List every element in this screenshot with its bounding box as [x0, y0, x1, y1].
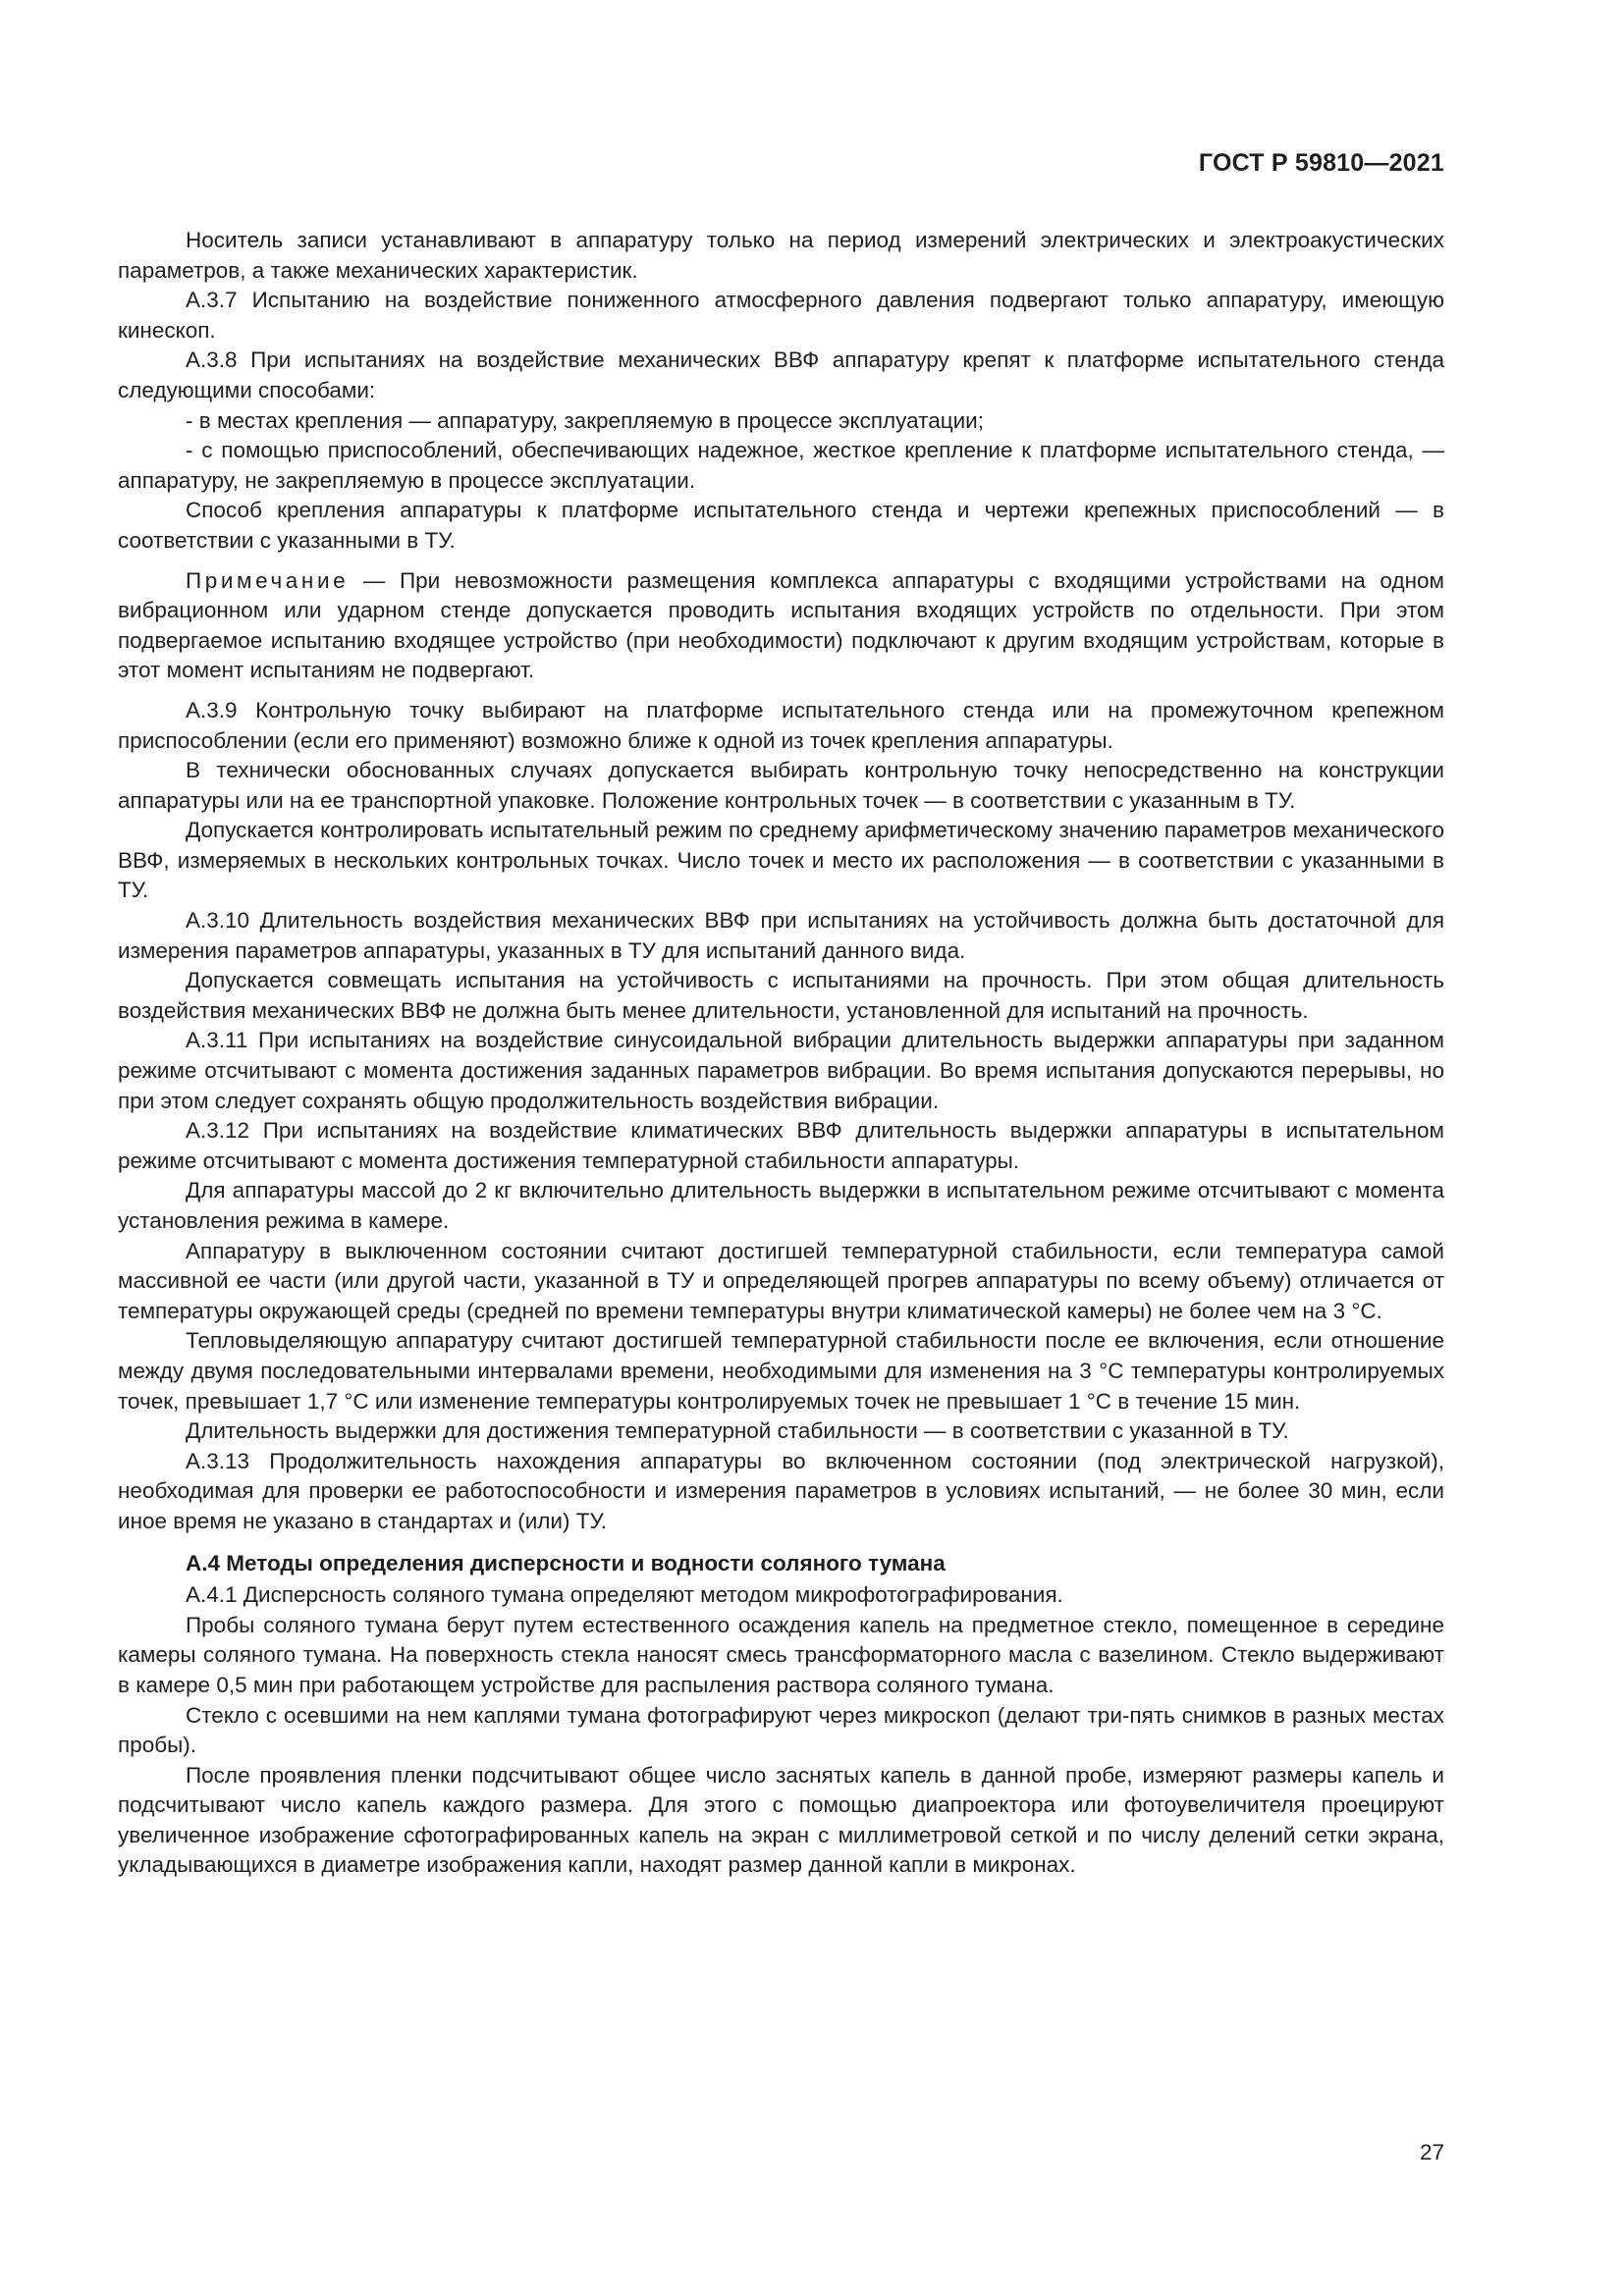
note-label: Примечание	[186, 567, 350, 593]
paragraph: Для аппаратуры массой до 2 кг включительно длительность выдержки в испытательном режиме отсчитывают с момента установления режима в камере.	[118, 1178, 1444, 1233]
clause-a-3-7: А.3.7 Испытанию на воздействие пониженного атмосферного давления подвергают только аппаратуру, имеющую кинескоп.	[118, 288, 1444, 343]
list-item: - с помощью приспособлений, обеспечивающих надежное, жесткое крепление к платформе испытательного стенда, — аппаратуру, не закрепляемую в процессе эксплуатации.	[118, 438, 1444, 493]
paragraph: Пробы соляного тумана берут путем естественного осаждения капель на предметное стекло, помещенное в середине камеры соляного тумана. На поверхность стекла наносят смесь трансформаторного масла с вазелином. Стекло выдерживают в камере 0,5 мин при работающем устройстве для распыления раствора соляного тумана.	[118, 1612, 1444, 1697]
page-number: 27	[1419, 2140, 1444, 2164]
clause-a-4-1: А.4.1 Дисперсность соляного тумана определяют методом микрофотографирования.	[186, 1582, 1063, 1608]
clause-a-3-9: А.3.9 Контрольную точку выбирают на платформе испытательного стенда или на промежуточном крепежном приспособлении (если его применяют) возможно ближе к одной из точек крепления аппаратуры.	[118, 697, 1444, 753]
paragraph: Стекло с осевшими на нем каплями тумана фотографируют через микроскоп (делают три-пять снимков в разных местах пробы).	[118, 1702, 1444, 1758]
clause-a-3-10: А.3.10 Длительность воздействия механических ВВФ при испытаниях на устойчивость должна быть достаточной для измерения параметров аппаратуры, указанных в ТУ для испытаний данного вида.	[118, 908, 1444, 963]
paragraph: Аппаратуру в выключенном состоянии считают достигшей температурной стабильности, если температура самой массивной ее части (или другой части, указанной в ТУ и определяющей прогрев аппаратуры по всему объему) отличается от температуры окружающей среды (средней по времени температуры внутри климатической камеры) не более чем на 3 °С.	[118, 1238, 1444, 1323]
note-text: — При невозможности размещения комплекса аппаратуры с входящими устройствами на одном вибрационном или ударном стенде допускается проводить испытания входящих устройств по отдельности. При этом подвергаемое испытанию входящее устройство (при необходимости) подключают к другим входящим устройствам, которые в этот момент испытаниям не подвергают.	[118, 567, 1444, 683]
note	[118, 566, 1444, 686]
list-item: - в местах крепления — аппаратуру, закрепляемую в процессе эксплуатации;	[186, 407, 984, 433]
paragraph: Способ крепления аппаратуры к платформе испытательного стенда и чертежи крепежных приспособлений — в соответствии с указанными в ТУ.	[118, 498, 1444, 553]
clause-a-3-13: А.3.13 Продолжительность нахождения аппаратуры во включенном состоянии (под электрической нагрузкой), необходимая для проверки ее работоспособности и измерения параметров в условиях испытаний, — не более 30 мин, если иное время не указано в стандартах и (или) ТУ.	[118, 1448, 1444, 1533]
paragraph: Допускается контролировать испытательный режим по среднему арифметическому значению параметров механического ВВФ, измеряемых в нескольких контрольных точках. Число точек и место их расположения — в соответствии с указанными в ТУ.	[118, 818, 1444, 903]
section-heading-a-4: А.4 Методы определения дисперсности и водности соляного тумана	[186, 1550, 946, 1575]
paragraph: Допускается совмещать испытания на устойчивость с испытаниями на прочность. При этом общая длительность воздействия механических ВВФ не должна быть менее длительности, установленной для испытаний на прочность.	[118, 968, 1444, 1023]
document-header: ГОСТ Р 59810—2021	[1198, 149, 1444, 177]
clause-a-3-11: А.3.11 При испытаниях на воздействие синусоидальной вибрации длительность выдержки аппаратуры при заданном режиме отсчитывают с момента достижения заданных параметров вибрации. Во время испытания допускаются перерывы, но при этом следует сохранять общую продолжительность воздействия вибрации.	[118, 1028, 1444, 1113]
paragraph: Тепловыделяющую аппаратуру считают достигшей температурной стабильности после ее включения, если отношение между двумя последовательными интервалами времени, необходимыми для изменения на 3 °С температуры контролируемых точек, превышает 1,7 °С или изменение температуры контролируемых точек не превышает 1 °С в течение 15 мин.	[118, 1328, 1444, 1414]
paragraph: После проявления пленки подсчитывают общее число заснятых капель в данной пробе, измеряют размеры капель и подсчитывают число капель каждого размера. Для этого с помощью диапроектора или фотоувеличителя проецируют увеличенное изображение сфотографированных капель на экран с миллиметровой сеткой и по числу делений сетки экрана, укладывающихся в диаметре изображения капли, находят размер данной капли в микронах.	[118, 1762, 1444, 1878]
clause-a-3-8: А.3.8 При испытаниях на воздействие механических ВВФ аппаратуру крепят к платформе испытательного стенда следующими способами:	[118, 347, 1444, 402]
paragraph: Носитель записи устанавливают в аппаратуру только на период измерений электрических и электроакустических параметров, а также механических характеристик.	[118, 228, 1444, 283]
paragraph: В технически обоснованных случаях допускается выбирать контрольную точку непосредственно на конструкции аппаратуры или на ее транспортной упаковке. Положение контрольных точек — в соответствии с указанным в ТУ.	[118, 758, 1444, 813]
clause-a-3-12: А.3.12 При испытаниях на воздействие климатических ВВФ длительность выдержки аппаратуры в испытательном режиме отсчитывают с момента достижения температурной стабильности аппаратуры.	[118, 1118, 1444, 1173]
document-body	[118, 226, 1444, 1881]
paragraph: Длительность выдержки для достижения температурной стабильности — в соответствии с указанной в ТУ.	[186, 1418, 1289, 1444]
